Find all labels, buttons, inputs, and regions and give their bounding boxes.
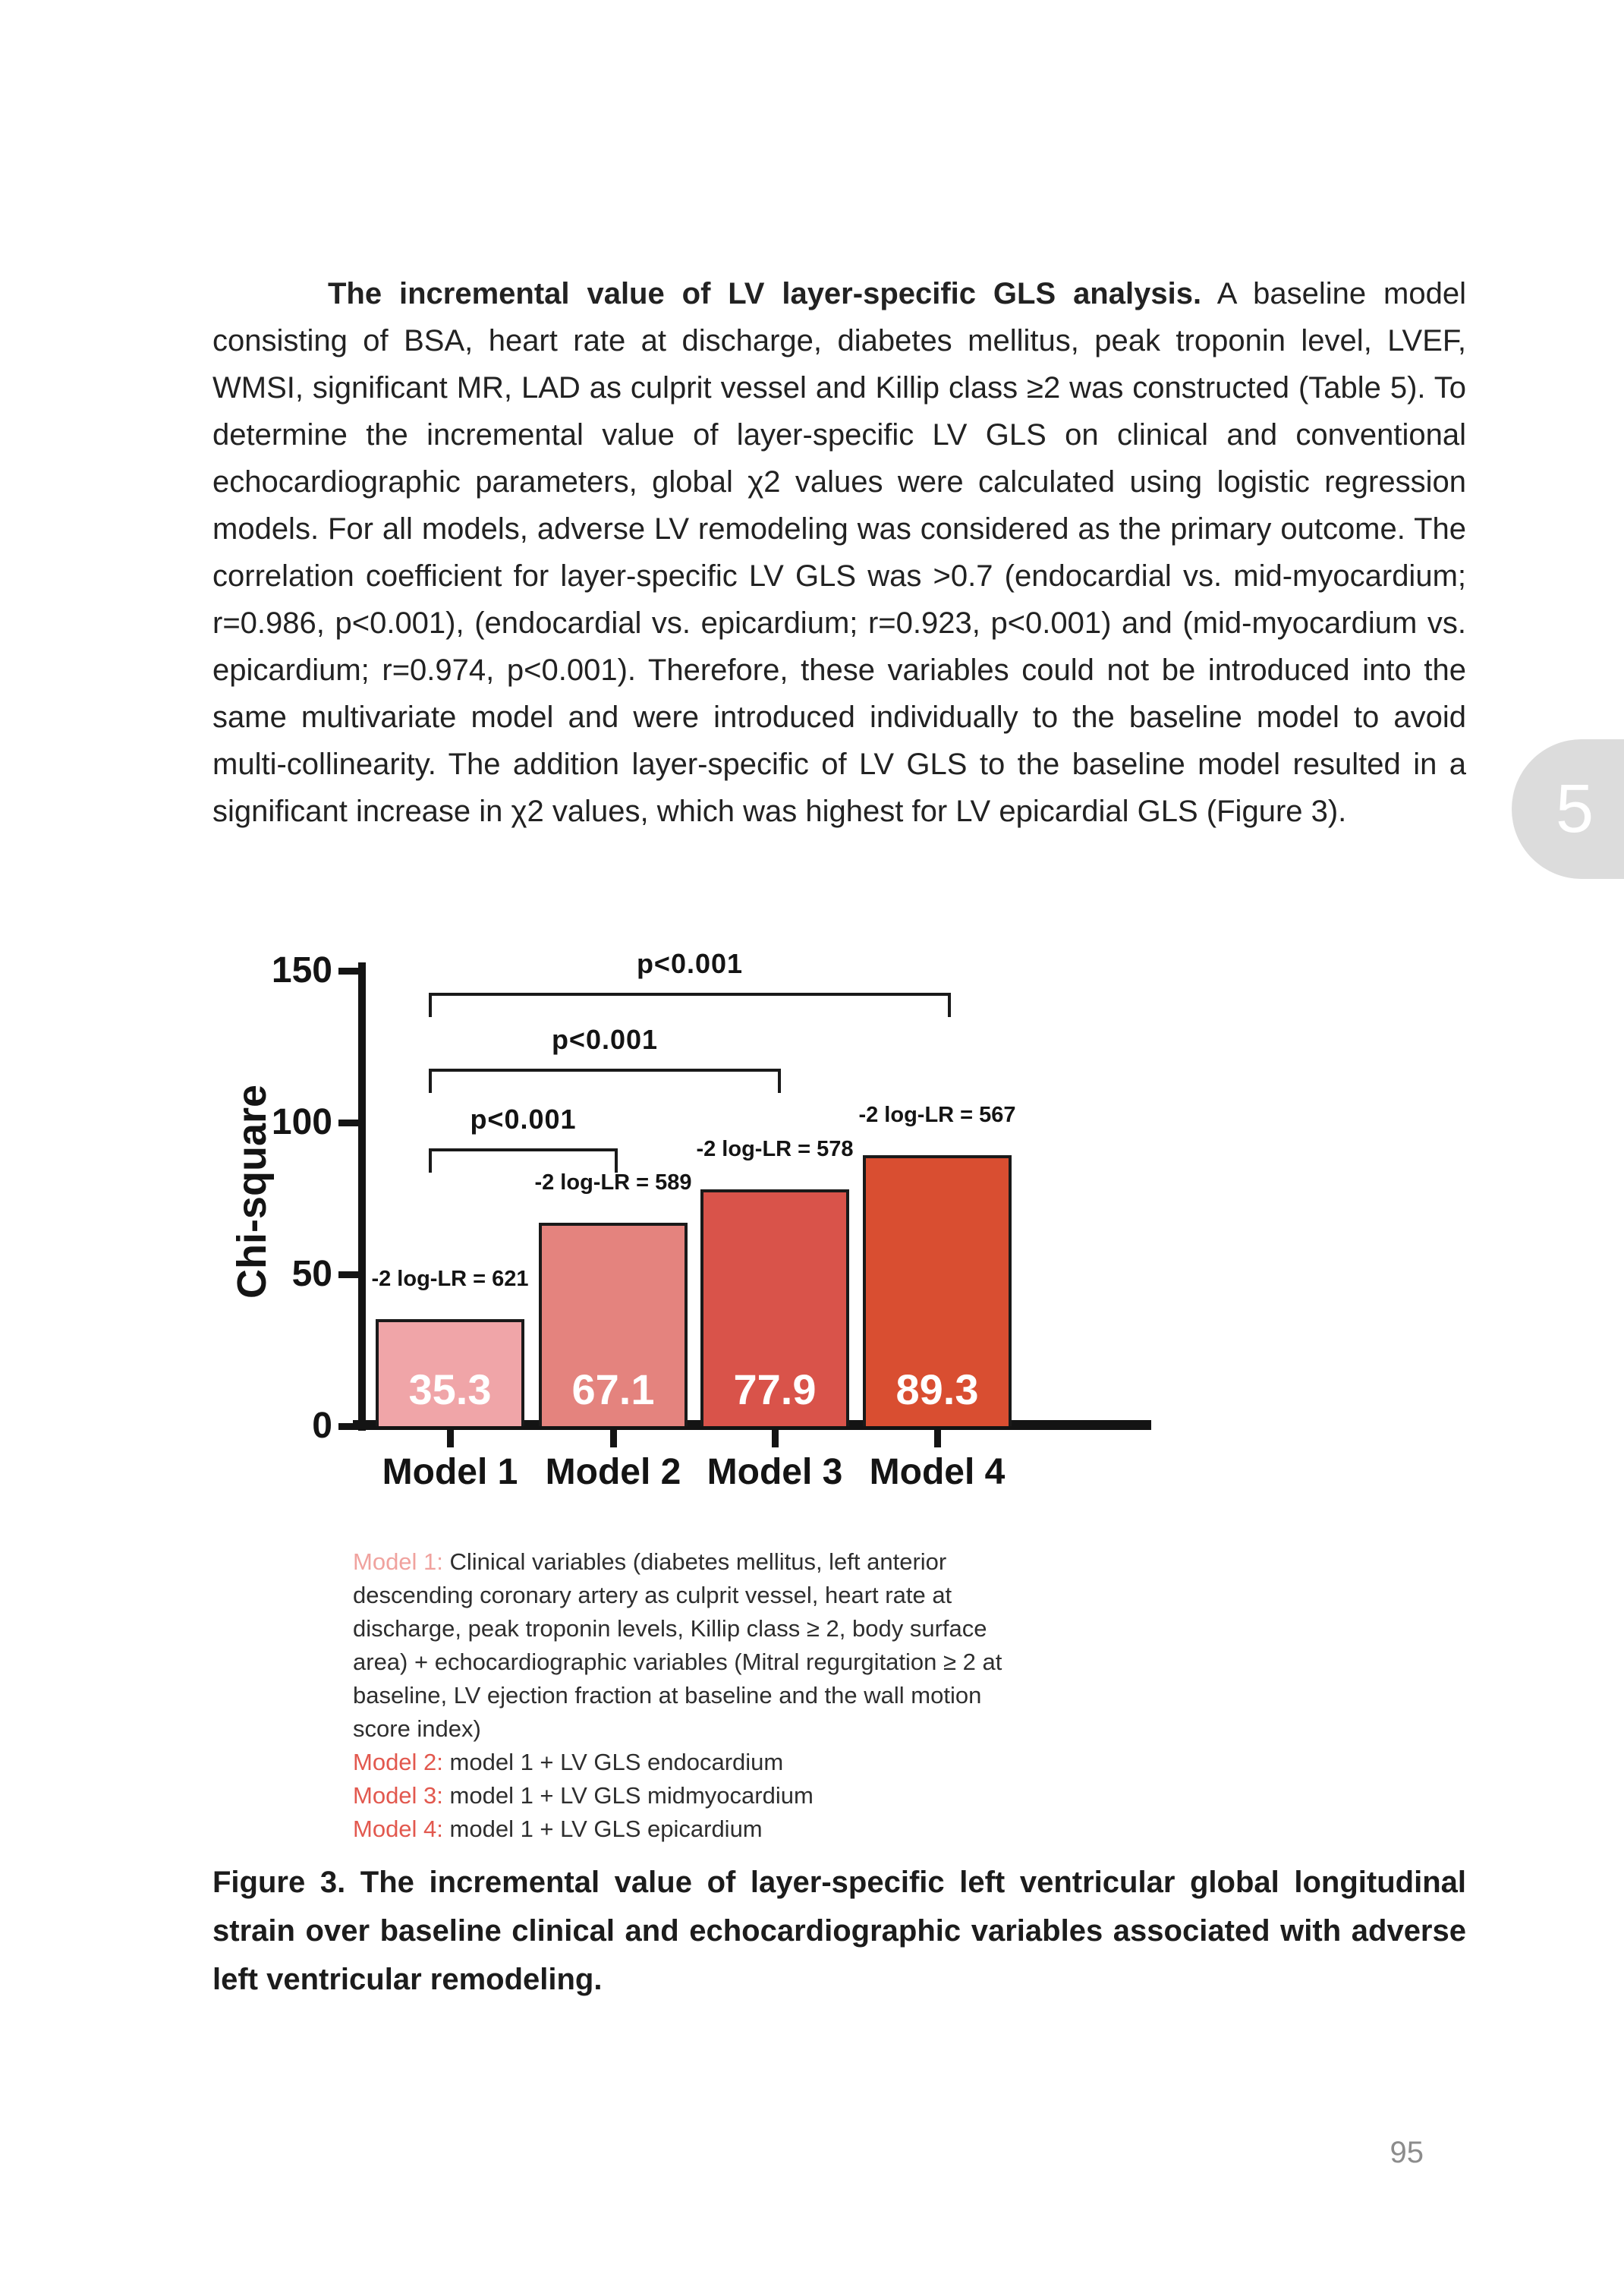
bar xyxy=(863,1155,1012,1426)
bar xyxy=(700,1189,849,1426)
y-tick-label: 100 xyxy=(271,1102,332,1142)
bar-value-label: 77.9 xyxy=(733,1365,817,1413)
legend-item-model4 xyxy=(353,1812,1043,1846)
y-tick-mark xyxy=(338,1423,358,1430)
y-tick-mark xyxy=(338,968,358,975)
chapter-tab xyxy=(1512,739,1624,879)
x-tick-mark xyxy=(447,1430,454,1447)
significance-bracket xyxy=(429,1148,618,1173)
significance-label: p<0.001 xyxy=(551,1024,659,1055)
legend-model3-label: Model 3: xyxy=(353,1782,443,1809)
significance-label: p<0.001 xyxy=(470,1104,577,1135)
x-tick-mark xyxy=(772,1430,779,1447)
legend-model2-label: Model 2: xyxy=(353,1749,443,1775)
legend-model1-label: Model 1: xyxy=(353,1548,443,1575)
legend-item-model1 xyxy=(353,1545,1043,1746)
legend-item-model2 xyxy=(353,1746,1043,1779)
body-paragraph xyxy=(212,270,1466,835)
bar xyxy=(539,1223,688,1426)
y-tick-label: 0 xyxy=(312,1406,332,1446)
x-tick-label: Model 2 xyxy=(545,1452,681,1492)
bar-annotation: -2 log-LR = 567 xyxy=(858,1102,1016,1127)
y-axis-title: Chi-square xyxy=(229,1084,275,1299)
significance-bracket xyxy=(429,993,951,1017)
legend-model2-text: model 1 + LV GLS endocardium xyxy=(442,1749,784,1775)
legend-model4-label: Model 4: xyxy=(353,1816,443,1842)
bar-value-label: 35.3 xyxy=(408,1365,492,1413)
legend-model1-text: Clinical variables (diabetes mellitus, left anterior descending coronary artery as culprit vessel, heart rate at discharge, peak troponin levels, Killip class ≥ 2, body surface area) + echocardiographic variables (Mitral regurgitation ≥ 2 at baseline, LV ejection fraction at baseline and the wall motion score index) xyxy=(353,1548,1002,1742)
y-axis-line xyxy=(358,962,366,1431)
x-tick-label: Model 4 xyxy=(869,1452,1006,1492)
x-tick-mark xyxy=(610,1430,617,1447)
chapter-number: 5 xyxy=(1556,771,1594,847)
legend-model3-text: model 1 + LV GLS midmyocardium xyxy=(442,1782,814,1809)
figure-caption: Figure 3. The incremental value of layer-specific left ventricular global longitudinal strain over baseline clinical and echocardiographic variables associated with adverse left ventricular remodeling. xyxy=(212,1866,1466,1996)
x-tick-label: Model 1 xyxy=(382,1452,518,1492)
bar xyxy=(376,1319,524,1426)
page-number: 95 xyxy=(1390,2136,1424,2169)
paragraph-lead-bold: The incremental value of LV layer-specific GLS analysis. xyxy=(328,277,1202,310)
chart-legend xyxy=(353,1545,1043,1846)
significance-bracket xyxy=(429,1069,781,1093)
legend-item-model3 xyxy=(353,1779,1043,1812)
bar-annotation: -2 log-LR = 578 xyxy=(696,1137,854,1162)
chart xyxy=(228,941,1214,1503)
y-tick-mark xyxy=(338,1120,358,1126)
y-tick-label: 50 xyxy=(291,1254,332,1294)
significance-label: p<0.001 xyxy=(636,948,744,979)
bar-value-label: 89.3 xyxy=(895,1365,979,1413)
bar-annotation: -2 log-LR = 589 xyxy=(534,1170,692,1195)
legend-model4-text: model 1 + LV GLS epicardium xyxy=(442,1816,763,1842)
x-tick-mark xyxy=(934,1430,941,1447)
x-tick-label: Model 3 xyxy=(707,1452,843,1492)
y-tick-label: 150 xyxy=(271,950,332,990)
bar-annotation: -2 log-LR = 621 xyxy=(371,1266,529,1291)
paragraph-body-text: A baseline model consisting of BSA, heart rate at discharge, diabetes mellitus, peak troponin level, LVEF, WMSI, significant MR, LAD as culprit vessel and Killip class ≥2 was constructed (Table 5). To determine the incremental value of layer-specific LV GLS on clinical and conventional echocardiographic parameters, global χ2 values were calculated using logistic regression models. For all models, adverse LV remodeling was considered as the primary outcome. The correlation coefficient for layer-specific LV GLS was >0.7 (endocardial vs. mid-myocardium; r=0.986, p<0.001), (endocardial vs. epicardium; r=0.923, p<0.001) and (mid-myocardium vs. epicardium; r=0.974, p<0.001). Therefore, these variables could not be introduced into the same multivariate model and were introduced individually to the baseline model to avoid multi-collinearity. The addition layer-specific of LV GLS to the baseline model resulted in a significant increase in χ2 values, which was highest for LV epicardial GLS (Figure 3). xyxy=(212,277,1466,828)
bar-value-label: 67.1 xyxy=(571,1365,655,1413)
